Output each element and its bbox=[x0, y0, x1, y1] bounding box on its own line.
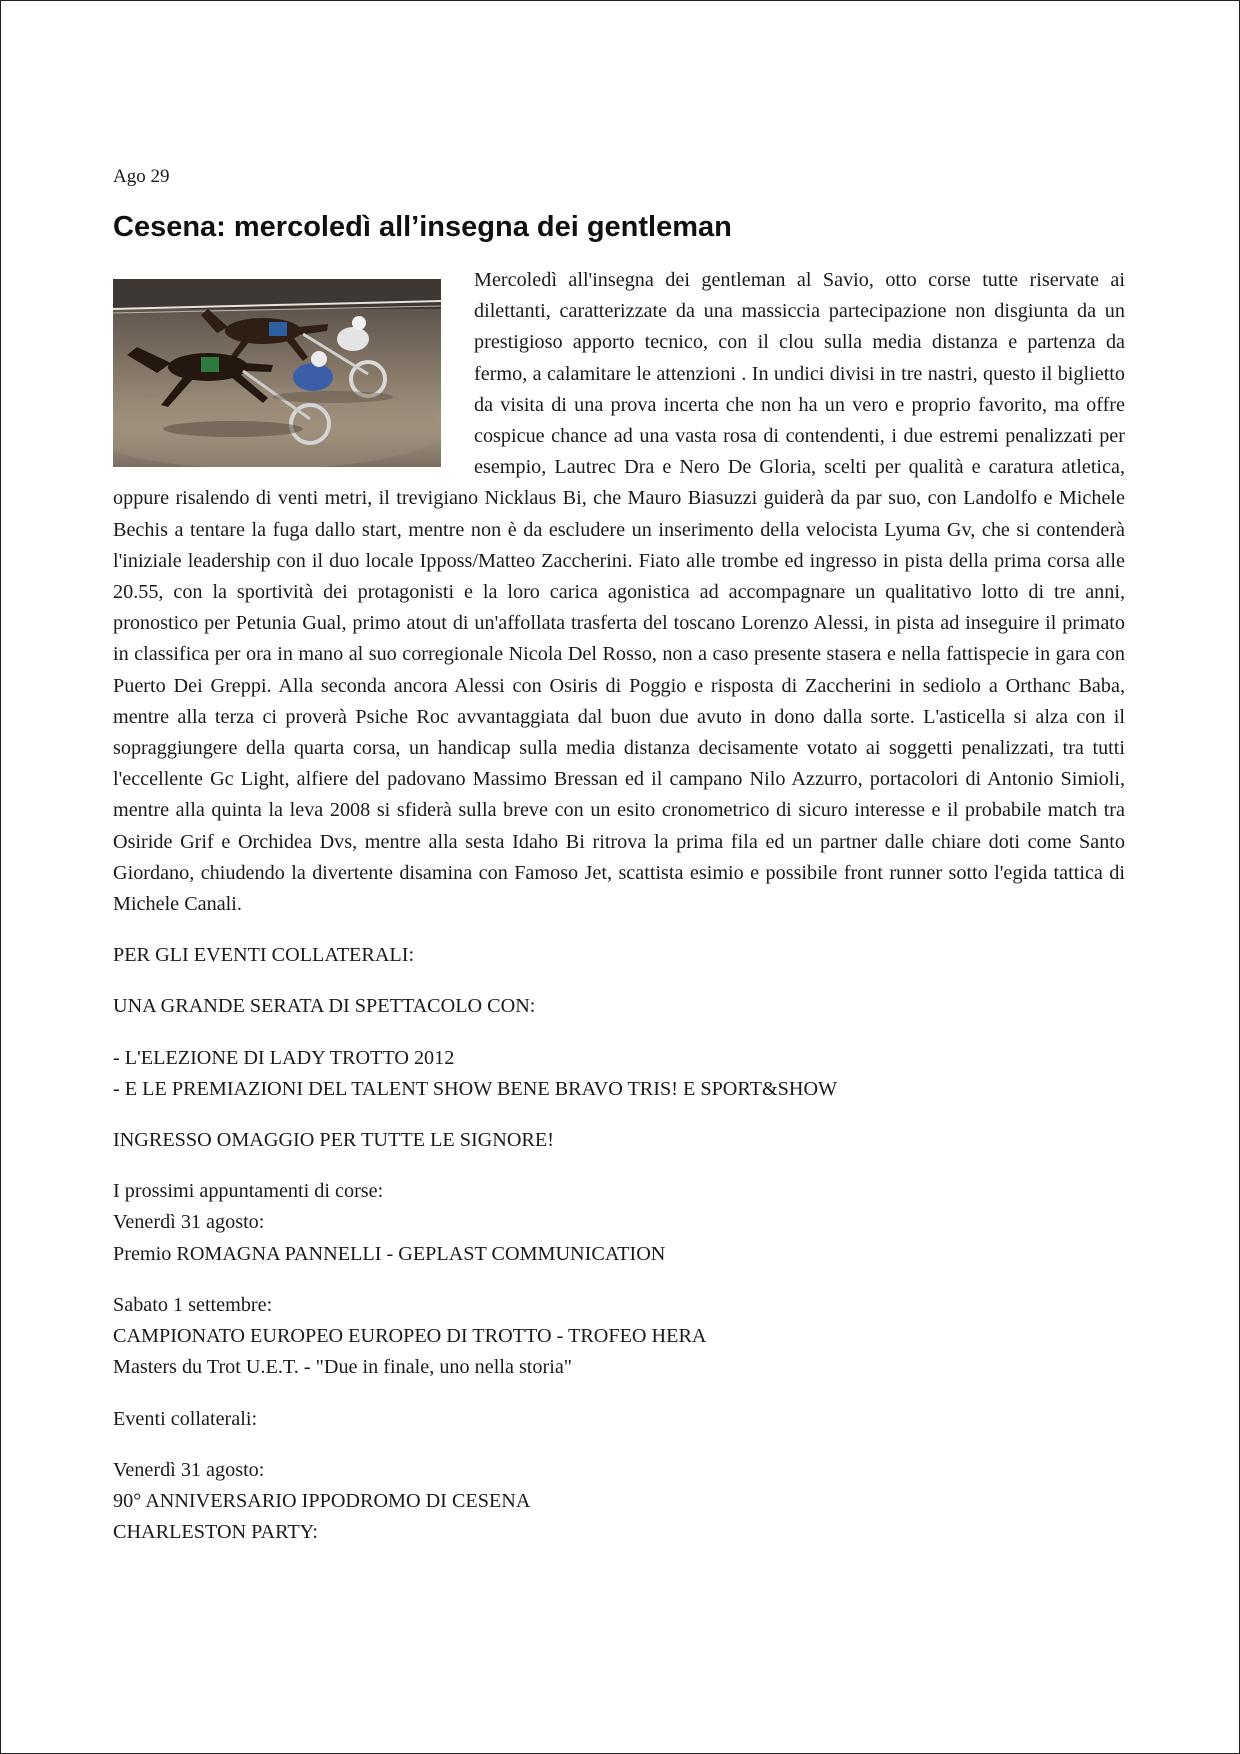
block-line: Masters du Trot U.E.T. - "Due in finale, uno nella storia" bbox=[113, 1356, 573, 1379]
text-block bbox=[113, 1290, 1125, 1384]
block-line: CHARLESTON PARTY: bbox=[113, 1521, 319, 1544]
block-line: I prossimi appuntamenti di corse: bbox=[113, 1180, 384, 1203]
article-title: Cesena: mercoledì all’insegna dei gentleman bbox=[113, 211, 732, 243]
text-block bbox=[113, 991, 1125, 1022]
block-line: Venerdì 31 agosto: bbox=[113, 1211, 265, 1234]
article-paragraph: Mercoledì all'insegna dei gentleman al Savio, otto corse tutte riservate ai dilettanti, caratterizzate da una massiccia partecipazione non disgiunta da un prestigioso apporto tecnico, con il clou sulla media distanza e partenza da fermo, a calamitare le attenzioni . In undici divisi in tre nastri, questo il biglietto da visita di una prova incerta che non ha un vero e proprio favorito, ma offre cospicue chance ad una vasta rosa di contendenti, i due estremi penalizzati per esempio, Lautrec Dra e Nero De Gloria, scelti per qualità e caratura atletica, oppure risalendo di venti metri, il trevigiano Nicklaus Bi, che Mauro Biasuzzi guiderà da par suo, con Landolfo e Michele Bechis a tentare la fuga dallo start, mentre non è da escludere un inserimento della velocista Lyuma Gv, che si contenderà l'iniziale leadership con il duo locale Ipposs/Matteo Zaccherini. Fiato alle trombe ed ingresso in pista della prima corsa alle 20.55, con la sportività dei protagonisti e la loro carica agonistica ad accompagnare un qualitativo lotto di tre anni, pronostico per Petunia Gual, primo atout di un'affollata trasferta del toscano Lorenzo Alessi, in pista ad inseguire il primato in classifica per ora in mano al suo corregionale Nicola Del Rosso, non a caso presente stasera e nella fattispecie in gara con Puerto Dei Greppi. Alla seconda ancora Alessi con Osiris di Poggio e risposta di Zaccherini in sediolo a Orthanc Baba, mentre alla terza ci proverà Psiche Roc avvantaggiata dal buon due avuto in dono dalla sorte. L'asticella si alza con il sopraggiungere della quarta corsa, un handicap sulla media distanza decisamente votato ai soggetti penalizzati, tra tutti l'eccellente Gc Light, alfiere del padovano Massimo Bressan ed il campano Nilo Azzurro, portacolori di Antonio Simioli, mentre alla quinta la leva 2008 si sfiderà sulla breve con un esito cronometrico di sicuro interesse e il probabile match tra Osiride Grif e Orchidea Dvs, mentre alla sesta Idaho Bi ritrova la prima fila ed un partner dalle chiare doti come Santo Giordano, chiudendo la divertente disamina con Famoso Jet, scattista esimio e possibile front runner sotto l'egida tattica di Michele Canali. bbox=[113, 269, 1125, 916]
block-line: - L'ELEZIONE DI LADY TROTTO 2012 bbox=[113, 1046, 455, 1069]
block-line: Sabato 1 settembre: bbox=[113, 1293, 273, 1316]
block-line: - E LE PREMIAZIONI DEL TALENT SHOW BENE BRAVO TRIS! E SPORT&SHOW bbox=[113, 1077, 838, 1100]
text-block bbox=[113, 1043, 1125, 1105]
block-line: Premio ROMAGNA PANNELLI - GEPLAST COMMUNICATION bbox=[113, 1242, 666, 1265]
document-content bbox=[113, 165, 1125, 1548]
block-line: 90° ANNIVERSARIO IPPODROMO DI CESENA bbox=[113, 1489, 531, 1512]
block-line: CAMPIONATO EUROPEO EUROPEO DI TROTTO - TROFEO HERA bbox=[113, 1325, 707, 1348]
events-section bbox=[113, 940, 1125, 1548]
block-line: Eventi collaterali: bbox=[113, 1407, 258, 1430]
text-block bbox=[113, 1125, 1125, 1156]
text-block bbox=[113, 1176, 1125, 1270]
article-body bbox=[113, 265, 1125, 920]
post-date: Ago 29 bbox=[113, 166, 170, 187]
text-block bbox=[113, 1404, 1125, 1435]
text-block bbox=[113, 940, 1125, 971]
block-line: Venerdì 31 agosto: bbox=[113, 1458, 265, 1481]
harness-racing-photo bbox=[113, 279, 441, 467]
block-line: UNA GRANDE SERATA DI SPETTACOLO CON: bbox=[113, 995, 536, 1018]
text-block bbox=[113, 1455, 1125, 1549]
block-line: INGRESSO OMAGGIO PER TUTTE LE SIGNORE! bbox=[113, 1129, 554, 1152]
block-line: PER GLI EVENTI COLLATERALI: bbox=[113, 944, 415, 967]
